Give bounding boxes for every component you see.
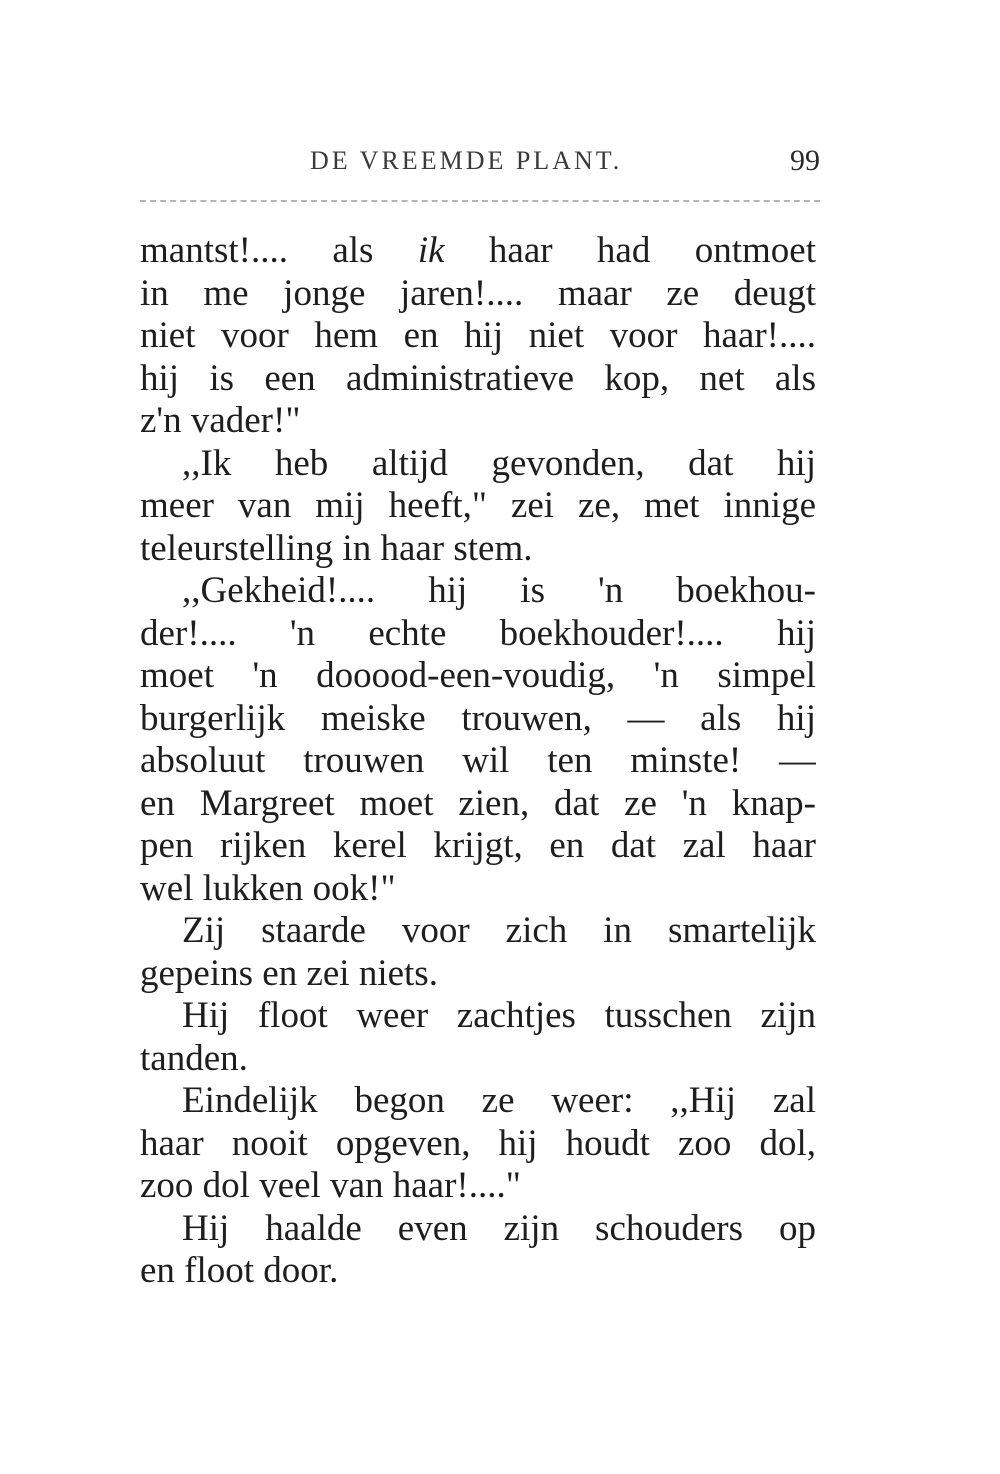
text-line: zoo dol veel van haar!...."	[140, 1165, 521, 1206]
text-line: z'n vader!"	[140, 400, 301, 441]
text-line: teleurstelling in haar stem.	[140, 527, 533, 569]
body-text	[140, 230, 816, 1293]
text-line: pen rijken kerel krijgt, en dat zal haar	[140, 825, 816, 866]
text-line: Eindelijk begon ze weer: ,,Hij zal	[182, 1080, 816, 1121]
text-line: Hij haalde even zijn schouders op	[182, 1207, 816, 1249]
text-line: en Margreet moet zien, dat ze 'n knap-	[140, 782, 816, 824]
text-line: Hij floot weer zachtjes tusschen zijn	[182, 995, 816, 1036]
text-line: ,,Ik heb altijd gevonden, dat hij	[182, 442, 816, 484]
text-line: haar nooit opgeven, hij houdt zoo dol,	[140, 1122, 816, 1164]
text-line: burgerlijk meiske trouwen, — als hij	[140, 697, 816, 739]
text-line: tanden.	[140, 1037, 248, 1079]
text-line: en floot door.	[140, 1250, 339, 1291]
italic-word: ik	[417, 230, 445, 271]
text-line: hij is een administratieve kop, net als	[140, 357, 816, 399]
text-line: Zij staarde voor zich in smartelijk	[182, 910, 816, 951]
text-line: gepeins en zei niets.	[140, 952, 438, 994]
text-line: absoluut trouwen wil ten minste! —	[140, 740, 816, 781]
text-line: ,,Gekheid!.... hij is 'n boekhou-	[182, 570, 816, 611]
text-line: in me jonge jaren!.... maar ze deugt	[140, 272, 816, 314]
text-line: der!.... 'n echte boekhouder!.... hij	[140, 612, 816, 654]
text-line: moet 'n dooood-een-voudig, 'n simpel	[140, 655, 816, 696]
running-head	[140, 146, 820, 186]
text-line: meer van mij heeft," zei ze, met innige	[140, 485, 816, 526]
running-title: DE VREEMDE PLANT.	[310, 146, 623, 175]
header-rule	[140, 200, 820, 202]
page-number: 99	[790, 144, 820, 177]
text-line: niet voor hem en hij niet voor haar!....	[140, 315, 816, 356]
text-line: wel lukken ook!"	[140, 867, 396, 909]
text-line: mantst!.... als ik haar had ontmoet	[140, 230, 816, 271]
